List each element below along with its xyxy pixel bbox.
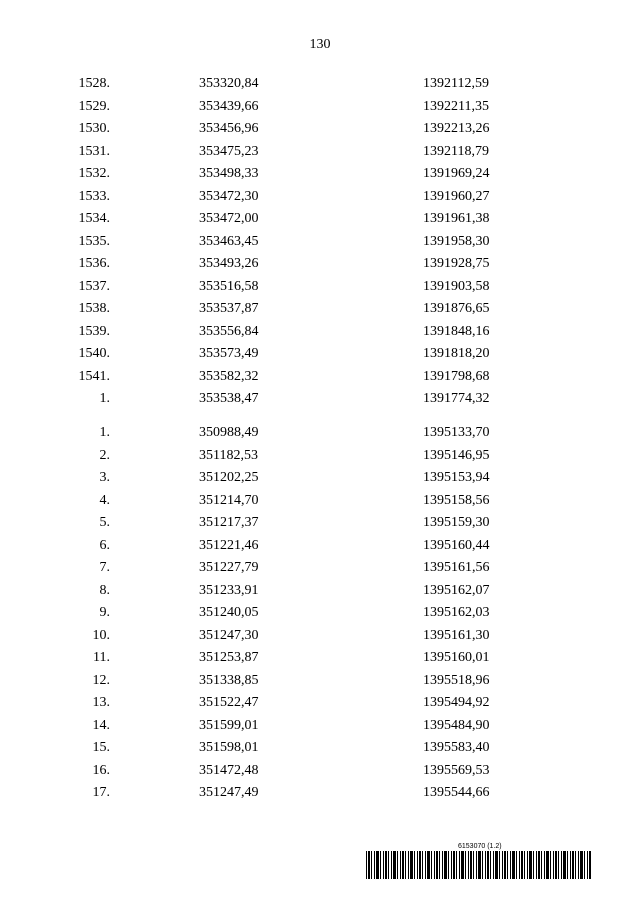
- point-number: 6.: [99, 537, 110, 553]
- table-row: [0, 256, 640, 279]
- point-number: 1528.: [78, 76, 110, 91]
- table-row: [0, 605, 640, 628]
- point-number: 1536.: [78, 256, 110, 271]
- x-coordinate: 353320,84: [199, 76, 259, 91]
- table-row: [0, 583, 640, 606]
- table-row: [0, 369, 640, 392]
- y-coordinate: 1395494,92: [423, 695, 490, 710]
- point-number: 1535.: [78, 233, 110, 249]
- table-row: [0, 493, 640, 516]
- x-coordinate: 353538,47: [199, 391, 259, 406]
- x-coordinate: 351599,01: [199, 717, 259, 733]
- x-coordinate: 353456,96: [199, 121, 259, 136]
- point-number: 1529.: [78, 98, 110, 114]
- y-coordinate: 1395544,66: [423, 785, 490, 800]
- point-number: 1531.: [78, 143, 110, 159]
- x-coordinate: 353472,30: [199, 188, 259, 204]
- y-coordinate: 1395159,30: [423, 515, 490, 530]
- x-coordinate: 351233,91: [199, 582, 259, 598]
- table-row: [0, 763, 640, 786]
- x-coordinate: 351598,01: [199, 740, 259, 755]
- table-row: [0, 425, 640, 448]
- point-number: 1541.: [78, 368, 110, 384]
- y-coordinate: 1391928,75: [423, 256, 490, 271]
- point-number: 2.: [99, 447, 110, 463]
- x-coordinate: 351227,79: [199, 560, 259, 575]
- y-coordinate: 1395162,03: [423, 605, 490, 620]
- y-coordinate: 1395160,44: [423, 537, 490, 553]
- table-row: [0, 144, 640, 167]
- y-coordinate: 1392211,35: [423, 98, 489, 114]
- y-coordinate: 1391774,32: [423, 391, 490, 406]
- point-number: 17.: [92, 785, 110, 800]
- table-row: [0, 346, 640, 369]
- x-coordinate: 351240,05: [199, 605, 259, 620]
- y-coordinate: 1391798,68: [423, 368, 490, 384]
- point-number: 1533.: [78, 188, 110, 204]
- point-number: 5.: [99, 515, 110, 530]
- table-row: [0, 189, 640, 212]
- table-row: [0, 515, 640, 538]
- x-coordinate: 351247,30: [199, 627, 259, 643]
- barcode-bars: [366, 851, 592, 879]
- x-coordinate: 351253,87: [199, 650, 259, 665]
- point-number: 7.: [99, 560, 110, 575]
- point-number: 1.: [99, 391, 110, 406]
- y-coordinate: 1395162,07: [423, 582, 490, 598]
- x-coordinate: 351182,53: [199, 447, 258, 463]
- table-row: [0, 279, 640, 302]
- point-number: 13.: [92, 695, 110, 710]
- point-number: 1540.: [78, 346, 110, 361]
- y-coordinate: 1395146,95: [423, 447, 490, 463]
- x-coordinate: 353463,45: [199, 233, 259, 249]
- y-coordinate: 1395133,70: [423, 425, 490, 440]
- barcode-code: 6153070 (1.2): [458, 843, 502, 850]
- x-coordinate: 351214,70: [199, 492, 259, 508]
- point-number: 9.: [99, 605, 110, 620]
- y-coordinate: 1392112,59: [423, 76, 489, 91]
- point-number: 1537.: [78, 278, 110, 294]
- y-coordinate: 1395161,56: [423, 560, 490, 575]
- point-number: 10.: [92, 627, 110, 643]
- y-coordinate: 1391969,24: [423, 166, 490, 181]
- y-coordinate: 1395518,96: [423, 672, 490, 688]
- y-coordinate: 1395484,90: [423, 717, 490, 733]
- x-coordinate: 353472,00: [199, 211, 259, 226]
- x-coordinate: 353537,87: [199, 301, 259, 316]
- table-row: [0, 538, 640, 561]
- table-row: [0, 560, 640, 583]
- table-row: [0, 121, 640, 144]
- table-row: [0, 740, 640, 763]
- x-coordinate: 350988,49: [199, 425, 259, 440]
- point-number: 14.: [92, 717, 110, 733]
- point-number: 1532.: [78, 166, 110, 181]
- table-row: [0, 166, 640, 189]
- table-row: [0, 673, 640, 696]
- table-row: [0, 650, 640, 673]
- x-coordinate: 353439,66: [199, 98, 259, 114]
- point-number: 4.: [99, 492, 110, 508]
- point-number: 12.: [92, 672, 110, 688]
- coordinates-table-block-1: [0, 76, 640, 414]
- table-row: [0, 211, 640, 234]
- table-row: [0, 448, 640, 471]
- x-coordinate: 351221,46: [199, 537, 259, 553]
- x-coordinate: 353573,49: [199, 346, 259, 361]
- x-coordinate: 351202,25: [199, 470, 259, 485]
- y-coordinate: 1395583,40: [423, 740, 490, 755]
- table-row: [0, 301, 640, 324]
- point-number: 15.: [92, 740, 110, 755]
- y-coordinate: 1395160,01: [423, 650, 490, 665]
- x-coordinate: 353498,33: [199, 166, 259, 181]
- x-coordinate: 353493,26: [199, 256, 259, 271]
- table-row: [0, 234, 640, 257]
- point-number: 1534.: [78, 211, 110, 226]
- point-number: 1.: [99, 425, 110, 440]
- point-number: 11.: [93, 650, 110, 665]
- y-coordinate: 1391960,27: [423, 188, 490, 204]
- y-coordinate: 1391903,58: [423, 278, 490, 294]
- y-coordinate: 1395158,56: [423, 492, 490, 508]
- table-row: [0, 785, 640, 808]
- y-coordinate: 1392213,26: [423, 121, 490, 136]
- table-row: [0, 391, 640, 414]
- x-coordinate: 351217,37: [199, 515, 259, 530]
- point-number: 1538.: [78, 301, 110, 316]
- x-coordinate: 351472,48: [199, 762, 259, 778]
- coordinates-table-block-2: [0, 425, 640, 808]
- x-coordinate: 353475,23: [199, 143, 259, 159]
- y-coordinate: 1395161,30: [423, 627, 490, 643]
- x-coordinate: 353556,84: [199, 323, 259, 339]
- point-number: 1539.: [78, 323, 110, 339]
- table-row: [0, 628, 640, 651]
- y-coordinate: 1391876,65: [423, 301, 490, 316]
- x-coordinate: 353582,32: [199, 368, 259, 384]
- y-coordinate: 1392118,79: [423, 143, 489, 159]
- y-coordinate: 1391818,20: [423, 346, 490, 361]
- y-coordinate: 1395153,94: [423, 470, 490, 485]
- x-coordinate: 353516,58: [199, 278, 259, 294]
- x-coordinate: 351247,49: [199, 785, 259, 800]
- x-coordinate: 351522,47: [199, 695, 259, 710]
- table-row: [0, 324, 640, 347]
- x-coordinate: 351338,85: [199, 672, 259, 688]
- table-row: [0, 695, 640, 718]
- point-number: 3.: [99, 470, 110, 485]
- y-coordinate: 1391848,16: [423, 323, 490, 339]
- table-row: [0, 99, 640, 122]
- page-number: 130: [309, 37, 331, 52]
- y-coordinate: 1395569,53: [423, 762, 490, 778]
- point-number: 16.: [92, 762, 110, 778]
- table-row: [0, 76, 640, 99]
- point-number: 8.: [99, 582, 110, 598]
- point-number: 1530.: [78, 121, 110, 136]
- barcode: [366, 843, 592, 879]
- table-row: [0, 718, 640, 741]
- y-coordinate: 1391961,38: [423, 211, 490, 226]
- y-coordinate: 1391958,30: [423, 233, 490, 249]
- table-row: [0, 470, 640, 493]
